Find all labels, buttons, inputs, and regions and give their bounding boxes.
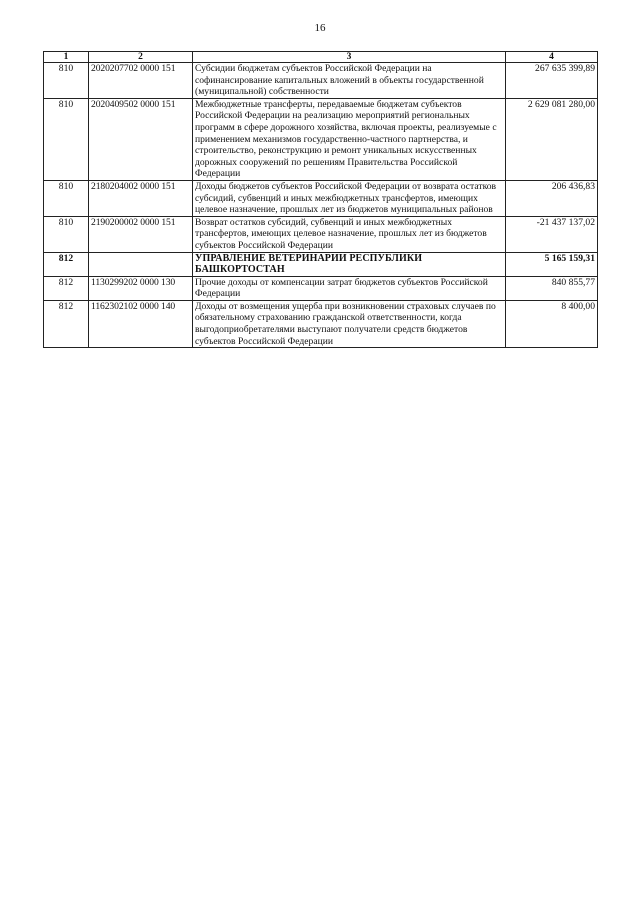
revenue-name-cell: Возврат остатков субсидий, субвенций и иных межбюджетных трансфертов, имеющих целевое назначение, прошлых лет из бюджетов субъектов Российской Федерации bbox=[193, 216, 506, 252]
department-header-row bbox=[44, 252, 598, 276]
admin-code-cell: 810 bbox=[44, 180, 89, 216]
amount-cell: 206 436,83 bbox=[506, 180, 598, 216]
revenue-name-cell: Доходы бюджетов субъектов Российской Федерации от возврата остатков субсидий, субвенций и иных межбюджетных трансфертов, имеющих целевое назначение, прошлых лет из бюджетов муниципальных районов bbox=[193, 180, 506, 216]
table-row bbox=[44, 216, 598, 252]
admin-code-cell: 812 bbox=[44, 276, 89, 300]
column-header-1: 1 bbox=[44, 52, 89, 63]
admin-code-cell: 810 bbox=[44, 63, 89, 99]
revenue-name-cell: Субсидии бюджетам субъектов Российской Федерации на софинансирование капитальных вложений в объекты государственной (муниципальной) собственности bbox=[193, 63, 506, 99]
revenue-code-cell: 2190200002 0000 151 bbox=[89, 216, 193, 252]
table-row bbox=[44, 300, 598, 347]
revenue-code-cell: 2020207702 0000 151 bbox=[89, 63, 193, 99]
column-header-3: 3 bbox=[193, 52, 506, 63]
revenue-code-cell bbox=[89, 252, 193, 276]
revenue-code-cell: 2020409502 0000 151 bbox=[89, 98, 193, 180]
table-row bbox=[44, 63, 598, 99]
column-header-4: 4 bbox=[506, 52, 598, 63]
revenue-code-cell: 1130299202 0000 130 bbox=[89, 276, 193, 300]
amount-cell: 267 635 399,89 bbox=[506, 63, 598, 99]
revenue-code-cell: 2180204002 0000 151 bbox=[89, 180, 193, 216]
revenue-table bbox=[43, 51, 598, 348]
amount-cell: -21 437 137,02 bbox=[506, 216, 598, 252]
page-number: 16 bbox=[314, 22, 326, 34]
table-header-row bbox=[44, 52, 598, 63]
admin-code-cell: 812 bbox=[44, 252, 89, 276]
table-row bbox=[44, 98, 598, 180]
table-row bbox=[44, 180, 598, 216]
revenue-name-cell: Доходы от возмещения ущерба при возникновении страховых случаев по обязательному страхованию гражданской ответственности, когда выгодоприобретателями выступают получатели средств бюджетов субъектов Российской Федерации bbox=[193, 300, 506, 347]
amount-cell: 8 400,00 bbox=[506, 300, 598, 347]
revenue-name-cell: Прочие доходы от компенсации затрат бюджетов субъектов Российской Федерации bbox=[193, 276, 506, 300]
admin-code-cell: 812 bbox=[44, 300, 89, 347]
admin-code-cell: 810 bbox=[44, 98, 89, 180]
amount-cell: 840 855,77 bbox=[506, 276, 598, 300]
revenue-code-cell: 1162302102 0000 140 bbox=[89, 300, 193, 347]
table-row bbox=[44, 276, 598, 300]
department-total-cell: 5 165 159,31 bbox=[506, 252, 598, 276]
admin-code-cell: 810 bbox=[44, 216, 89, 252]
amount-cell: 2 629 081 280,00 bbox=[506, 98, 598, 180]
department-name-cell: УПРАВЛЕНИЕ ВЕТЕРИНАРИИ РЕСПУБЛИКИ БАШКОРТОСТАН bbox=[193, 252, 506, 276]
revenue-name-cell: Межбюджетные трансферты, передаваемые бюджетам субъектов Российской Федерации на реализацию мероприятий региональных программ в сфере дорожного хозяйства, включая проекты, реализуемые с применением механизмов государственно-частного партнерства, и строительство, реконструкцию и ремонт уникальных искусственных дорожных сооружений по решениям Правительства Российской Федерации bbox=[193, 98, 506, 180]
column-header-2: 2 bbox=[89, 52, 193, 63]
